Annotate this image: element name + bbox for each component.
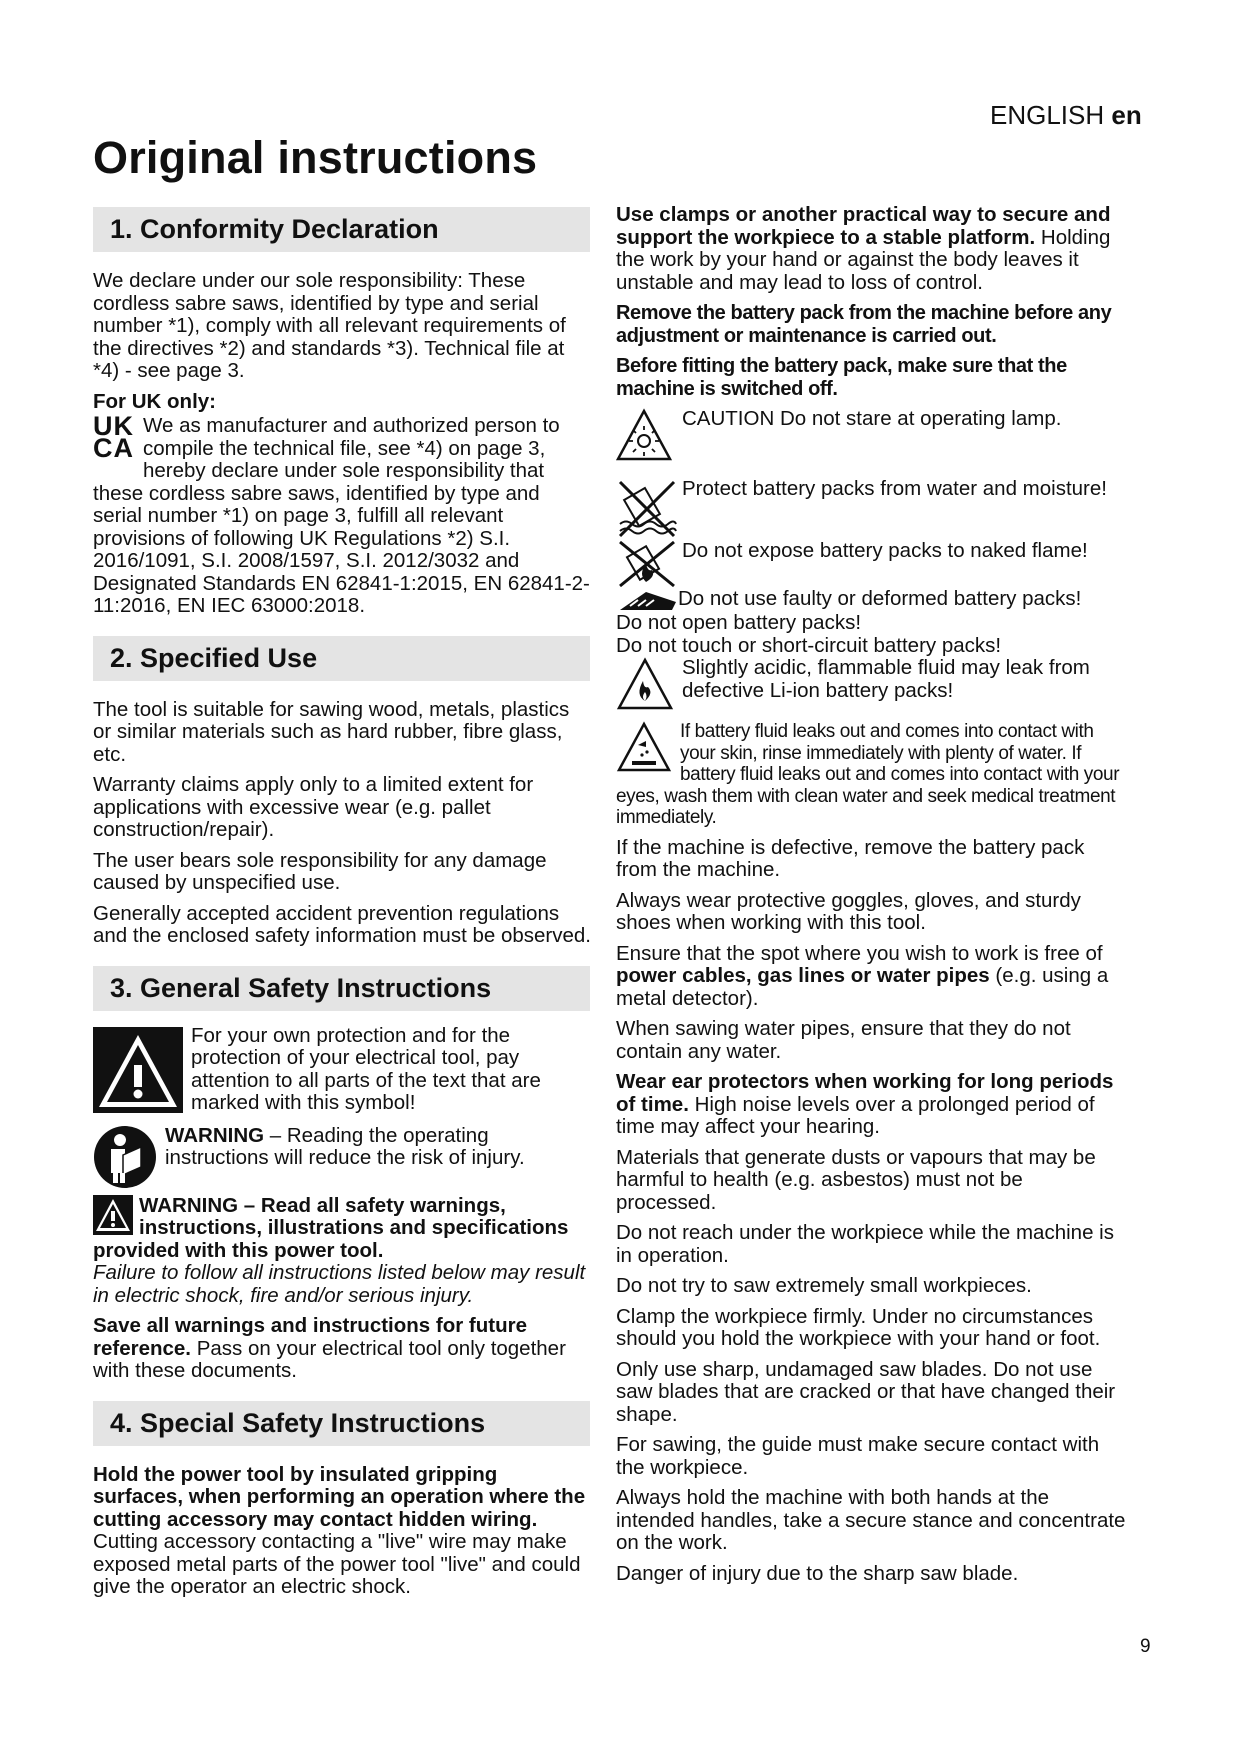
section-heading-conformity: 1. Conformity Declaration [93,207,590,252]
protect-water-text: Protect battery packs from water and moisture! [682,477,1107,500]
ear-protectors-bold: Wear ear protectors when working for long periods of time. [616,1070,1114,1116]
left-column [93,207,593,1607]
remove-battery-note: Remove the battery pack from the machine before any adjustment or maintenance is carried out. [616,302,1112,347]
general-safety-p1: For your own protection and for the protection of your electrical tool, pay attention to all parts of the text that are marked with this symbol! [191,1023,541,1114]
caution-text: CAUTION Do not stare at operating lamp. [682,407,1062,430]
spot-end: (e.g. using a metal detector). [616,964,1109,1010]
caution-lamp-block [616,408,1126,466]
ukca-mark-icon: UK CA [93,411,134,463]
clamp-firmly-text: Clamp the workpiece firmly. Under no circumstances should you hold the workpiece with your hand or foot. [616,1304,1101,1350]
warning-label: WARNING [165,1123,265,1147]
acid-text: Slightly acidic, flammable fluid may leak from defective Li-ion battery packs! [682,656,1090,702]
dust-text: Materials that generate dusts or vapours that may be harmful to health (e.g. asbestos) must not be processed. [616,1145,1096,1214]
battery-fluid-text: If battery fluid leaks out and comes into contact with your skin, rinse immediately with plenty of water. If battery fluid leaks out and comes into contact with your eyes, wash them with clean water and seek medical treatment immediately. [616,721,1120,828]
ear-protectors-text: High noise levels over a prolonged period of time may affect your hearing. [616,1092,1095,1138]
section-heading-specified-use: 2. Specified Use [93,636,590,681]
danger-blade-text: Danger of injury due to the sharp saw blade. [616,1561,1019,1585]
page-title: Original instructions [93,132,538,183]
specified-use-p4: Generally accepted accident prevention regulations and the enclosed safety information must be observed. [93,901,591,947]
spot-bold: power cables, gas lines or water pipes [616,964,990,987]
specified-use-p1: The tool is suitable for sawing wood, metals, plastics or similar materials such as hard rubber, fibre glass, etc. [93,697,570,766]
specified-use-p2: Warranty claims apply only to a limited extent for applications with excessive wear (e.g. pallet construction/repair). [93,773,534,841]
read-manual-icon [93,1125,157,1189]
battery-fluid-block [616,721,1126,829]
general-safety-symbol-block [93,1025,593,1123]
warning-read-all-italic: Failure to follow all instructions listed below may result in electric shock, fire and/or serious injury. [93,1261,586,1307]
specified-use-p3: The user bears sole responsibility for any damage caused by unspecified use. [93,848,547,894]
spot-text: Ensure that the spot where you wish to work is free of [616,941,1103,965]
faulty-battery-text: Do not use faulty or deformed battery packs! [678,587,1082,610]
warning-read-all-bold: WARNING – Read all safety warnings, instructions, illustrations and specifications provided with this power tool. [93,1193,569,1262]
no-water-icon [616,478,678,540]
save-warnings-text: Pass on your electrical tool only together with these documents. [93,1336,566,1382]
open-battery-text: Do not open battery packs! [616,611,862,634]
section-heading-general-safety: 3. General Safety Instructions [93,966,590,1011]
clamps-text: Holding the work by your hand or against the body leaves it unstable and may lead to loss of control. [616,225,1111,294]
conformity-paragraph: We declare under our sole responsibility: These cordless sabre saws, identified by type and serial number *1), comply with all relevant requirements of the directives *2) and standards *3). Technical file at *4) - see page 3. [93,269,566,382]
guide-contact-text: For sawing, the guide must make secure contact with the workpiece. [616,1433,1100,1479]
water-pipes-text: When sawing water pipes, ensure that they do not contain any water. [616,1017,1071,1063]
small-workpieces-text: Do not try to saw extremely small workpieces. [616,1274,1032,1297]
deformed-battery-icon [616,588,678,612]
warning-text: – Reading the operating instructions will reduce the risk of injury. [165,1123,525,1169]
both-hands-text: Always hold the machine with both hands at the intended handles, take a secure stance and concentrate on the work. [616,1486,1126,1554]
flammable-warning-icon [616,657,674,711]
uk-paragraph: We as manufacturer and authorized person to compile the technical file, see *4) on page 3, hereby declare under sole responsibility that these cordless sabre saws, identified by type and serial number *1) on page 3, fulfill all relevant provisions of following UK Regulations *2) S.I. 2016/1091, S.I. 2008/1597, S.I. 2012/3032 and Designated Standards EN 62841-1:2015, EN 62841-2-11:2016, EN IEC 63000:2018. [93,414,590,617]
naked-flame-text: Do not expose battery packs to naked flame! [682,539,1088,562]
warning-triangle-large-icon [93,1027,183,1113]
insulated-grip-text: Cutting accessory contacting a "live" wire may make exposed metal parts of the power tool "live" and could give the operator an electric shock. [93,1530,581,1598]
acid-block [616,657,1126,713]
save-warnings-bold: Save all warnings and instructions for future reference. [93,1314,527,1360]
language-label: ENGLISH en [990,100,1142,130]
page-number: 9 [1140,1636,1151,1657]
warning-triangle-small-icon [93,1195,133,1235]
uk-heading: For UK only: [93,389,216,413]
protect-water-block [616,478,1126,540]
defective-machine-text: If the machine is defective, remove the battery pack from the machine. [616,835,1085,881]
warning-manual-block [93,1125,593,1189]
sharp-blades-text: Only use sharp, undamaged saw blades. Do not use saw blades that are cracked or that have changed their shape. [616,1357,1116,1426]
reach-under-text: Do not reach under the workpiece while the machine is in operation. [616,1221,1114,1267]
caution-lamp-icon [616,408,672,462]
naked-flame-block [616,540,1126,588]
warning-read-all-block [93,1195,593,1308]
insulated-grip-bold: Hold the power tool by insulated gripping surfaces, when performing an operation where the cutting accessory may contact hidden wiring. [93,1462,586,1531]
faulty-battery-block [616,588,1126,612]
clamps-bold: Use clamps or another practical way to secure and support the workpiece to a stable platform. [616,203,1111,249]
section-heading-special-safety: 4. Special Safety Instructions [93,1401,590,1446]
uk-block [93,411,593,618]
corrosive-warning-icon [616,721,672,773]
right-column [616,204,1126,1593]
no-flame-icon [616,540,678,588]
protective-goggles-text: Always wear protective goggles, gloves, and sturdy shoes when working with this tool. [616,888,1081,934]
fitting-battery-note: Before fitting the battery pack, make sure that the machine is switched off. [616,355,1067,400]
short-circuit-text: Do not touch or short-circuit battery packs! [616,633,1002,657]
